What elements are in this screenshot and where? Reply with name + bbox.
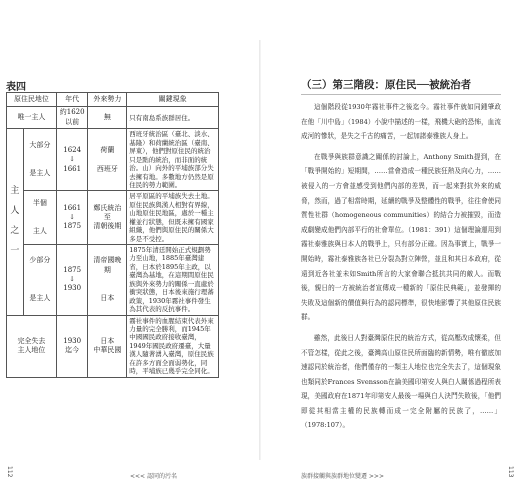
header-phenomenon: 關鍵現象 (127, 93, 219, 107)
row2-desc: 居平原區的平埔族失去土地。原住民族與漢人相對有界線，山地原住民地區，處於一種主權並行狀態，但既未擁有國家組織，他們與原住民的關係大多是不受控。 (127, 191, 219, 245)
row2-year (56, 191, 88, 245)
row1-power (88, 129, 127, 191)
row2-power-top: 鄭氏統治 (93, 203, 122, 212)
down-arrow-icon: ↓ (69, 212, 76, 221)
row3-year-top: 1875 (63, 265, 82, 274)
row1-status-top: 大部分 (29, 140, 51, 149)
row2-year-top: 1661 (63, 203, 82, 212)
row2-status-top: 半個 (32, 198, 47, 207)
table-row (7, 245, 219, 316)
row4-power-bottom: 中華民國 (93, 346, 122, 355)
phase-char: 人 (10, 206, 20, 217)
paragraph: 雖然，此後日人對臺灣原住民的統治方式，從高壓改成懷柔，但不管怎樣，從此之後，臺灣高山原住民所面臨的新情勢，唯有徹底加速認同於統治者，他們僅存的一類主人地位也完全失去了，這個現象也類同於Frances Svensson在論美國印第安人與白人關係過程所表現，美國政府在1871年印第安人最後一場與白人決鬥失敗後，「他們即從其相當主權的民族轉而成一完全附屬的民族了，……」（1978:107）。 (301, 333, 501, 430)
table-row (7, 107, 219, 129)
table-row (7, 315, 219, 377)
paragraph: 這個階段從1930年霧社事件之後迄今。霧社事件就如同鍾肇政在他「川中島」（1984）小說中描述的一樣，飛機大砲的恐怖，血流成河的慘狀，是失之千古的痛苦，一起加諸泰雅族人身上。 (301, 103, 501, 141)
section-heading: （三）第三階段：原住民──被統治者 (301, 79, 472, 91)
row3-status-bottom: 是主人 (29, 293, 51, 302)
row0-status: 唯一主人 (7, 107, 57, 129)
row4-year-top: 1930 (63, 336, 82, 345)
row4-status-top: 完全失去 (17, 336, 46, 345)
row0-year: 約1620以前 (56, 107, 88, 129)
table-row (7, 129, 219, 191)
body-text (301, 100, 501, 439)
table-title: 表四 (6, 82, 26, 93)
table-header-row (7, 93, 219, 107)
row1-year (56, 129, 88, 191)
left-page (0, 0, 259, 500)
row1-status (23, 129, 56, 191)
row1-power-bottom: 西班牙 (96, 164, 118, 173)
row0-desc: 只有南島系族群居住。 (127, 107, 219, 129)
row3-power-bottom: 日本 (100, 293, 115, 302)
phase-label (7, 129, 24, 315)
row1-status-bottom: 是主人 (29, 169, 51, 178)
heading-rule (301, 94, 501, 95)
row3-status (23, 245, 56, 316)
row3-desc: 1875年清廷開始正式規劃勢力至山地，1885年臺灣建省，日本於1895年主政，以臺灣為基地，在這期間原住民族與外來勢力的關係一直處於衝突狀態，日本後來施行理蕃政策，1930年霧社事件發生為其代表的反抗事件。 (127, 245, 219, 316)
phase-char: 一 (10, 245, 20, 256)
page-number-left: 112 (6, 466, 13, 478)
row2-power-mid: 至 (103, 212, 111, 221)
row1-year-bottom: 1661 (63, 164, 82, 173)
page-number-right: 113 (507, 466, 514, 478)
header-power: 外來勢力 (88, 93, 127, 107)
row2-power-bottom: 清朝後期 (93, 222, 122, 231)
row4-status-bottom: 主人地位 (17, 346, 46, 355)
row1-year-top: 1624 (63, 145, 82, 154)
row3-power-top: 清帝國晚期 (93, 256, 122, 274)
header-status: 原住民地位 (7, 93, 57, 107)
row1-desc: 西班牙統治區（臺北、淡水、基隆）和荷蘭統治區（臺南、屏東），他們對原住民的統治只是點的統治，而非面的統治。山）向外的平埔族部分失去擁有地。多數地方仍然是原住民的勢力範圍。 (127, 129, 219, 191)
row4-desc: 霧社事件的血腥結束代表外來力量的完全勝利，而1945年中國國民政府接收臺灣，1949年國民政府遷臺，大量漢人隨著湧入臺灣，原住民族在許多方面全面弱勢化，同時，平埔族已幾乎完全同化。 (127, 315, 219, 377)
status-table (6, 92, 219, 378)
down-arrow-icon: ↓ (69, 155, 76, 164)
row4-year (56, 315, 88, 377)
phase-char: 主 (10, 186, 20, 197)
table-row (7, 191, 219, 245)
row3-year-bottom: 1930 (63, 284, 82, 293)
row2-status (23, 191, 56, 245)
row1-power-top: 荷蘭 (100, 145, 115, 154)
row3-status-top: 少部分 (29, 256, 51, 265)
running-footer-right: 族群接觸與族群地位變遷 >>> (301, 473, 384, 480)
row4-status (7, 315, 57, 377)
paragraph: 在戰爭與族群意識之關係的討論上，Anthony Smith提到，在「戰爭開始的」短期間，……當會造成一種民族狂熱及向心力，……被侵入的一方會並感受到他們內部的差異，而一起來對抗外來的威脅，然而，過了相當時期，延續的戰爭及整體性的戰爭，往往會使同質性社群（homogeneous communities）的結合力被摧毀，而造成劇變成他們內部平行的社會單位。（1981：391）這個理論運用到霧社泰雅族與日本人的戰爭上，只有部分正確。因為事實上，戰爭一開始時，霧社泰雅族各社已分裂為對立陣營，並且和其日本政府，從遠到近各社並未如Smith所言的大家會聯合抵抗共同的敵人。而戰後，親日的一方被統治者宣傳成一種新的「原住民典範」，並發揮的失敗及這個新的價值與行為的認同標準，很快地影響了其他原住民族群。 (301, 152, 501, 322)
phase-char: 之 (10, 225, 20, 236)
row2-year-bottom: 1875 (63, 222, 82, 231)
row2-status-bottom: 主人 (32, 227, 47, 236)
running-footer-left: <<< 認同的污名 (130, 473, 177, 480)
down-arrow-icon: ↓ (69, 275, 76, 284)
row2-power (88, 191, 127, 245)
row4-power (88, 315, 127, 377)
header-year: 年代 (56, 93, 88, 107)
row3-year (56, 245, 88, 316)
row0-power: 無 (88, 107, 127, 129)
row4-year-bottom: 迄今 (65, 346, 80, 355)
row3-power (88, 245, 127, 316)
right-page (261, 0, 520, 500)
row4-power-top: 日本 (100, 336, 115, 345)
